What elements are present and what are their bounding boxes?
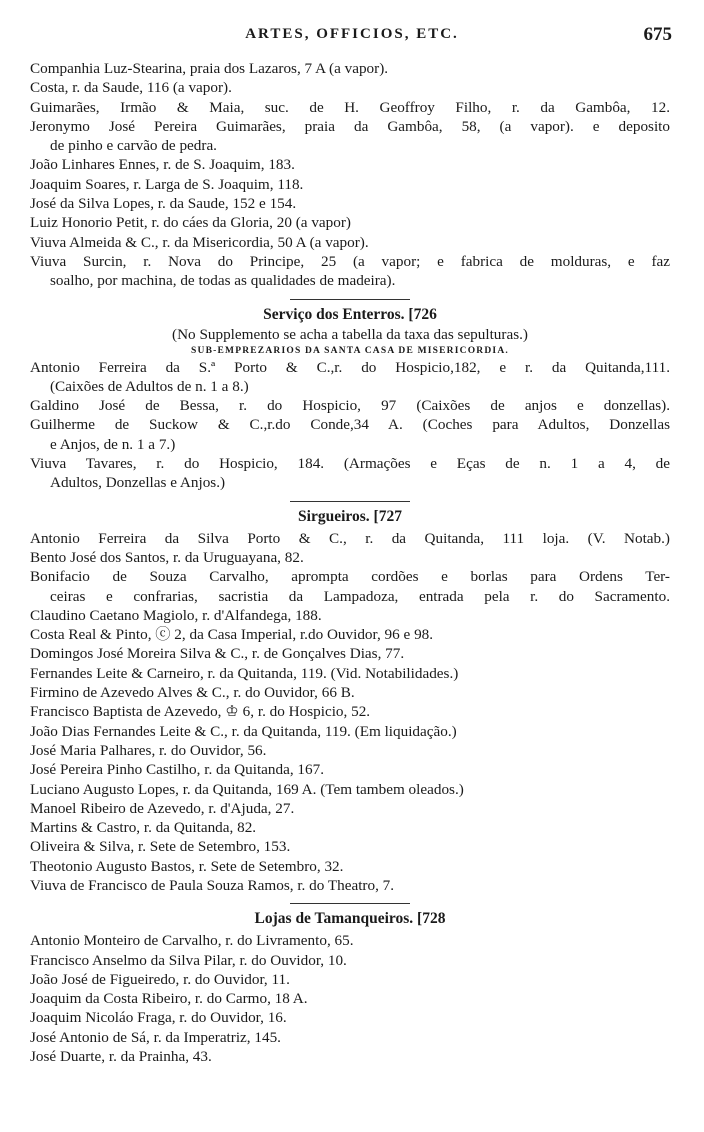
entry-line: Luiz Honorio Petit, r. do cáes da Gloria, 20 (a vapor) — [30, 214, 351, 232]
entry-line: José Maria Palhares, r. do Ouvidor, 56. — [30, 741, 267, 759]
entry-line: Joaquim Soares, r. Larga de S. Joaquim, 118. — [30, 175, 304, 193]
page-body — [30, 59, 670, 1066]
entry-line: José Antonio de Sá, r. da Imperatriz, 145. — [30, 1028, 281, 1046]
entry-line: Galdino José de Bessa, r. do Hospicio, 97 (Caixões de anjos e donzellas). — [30, 397, 670, 415]
entry-line: Guimarães, Irmão & Maia, suc. de H. Geoffroy Filho, r. da Gambôa, 12. — [30, 98, 670, 116]
entry-line: Antonio Ferreira da S.ª Porto & C.,r. do Hospicio,182, e r. da Quitanda,111. — [30, 358, 670, 376]
entry-line: Joaquim da Costa Ribeiro, r. do Carmo, 18 A. — [30, 990, 308, 1008]
entry-line: João Linhares Ennes, r. de S. Joaquim, 183. — [30, 156, 295, 174]
entry-line: João Dias Fernandes Leite & C., r. da Quitanda, 119. (Em liquidação.) — [30, 722, 457, 740]
section-divider — [290, 903, 410, 904]
entry-line: Firmino de Azevedo Alves & C., r. do Ouvidor, 66 B. — [30, 684, 355, 702]
entry-line: Joaquim Nicoláo Fraga, r. do Ouvidor, 16. — [30, 1009, 287, 1027]
entry-line: Domingos José Moreira Silva & C., r. de Gonçalves Dias, 77. — [30, 645, 405, 663]
entry-line: Oliveira & Silva, r. Sete de Setembro, 153. — [30, 838, 291, 856]
entry-line: Fernandes Leite & Carneiro, r. da Quitanda, 119. (Vid. Notabilidades.) — [30, 664, 459, 682]
entry-line: João José de Figueiredo, r. do Ouvidor, 11. — [30, 970, 290, 988]
entry-line: Adultos, Donzellas e Anjos.) — [50, 474, 226, 492]
entry-line: Luciano Augusto Lopes, r. da Quitanda, 169 A. (Tem tambem oleados.) — [30, 780, 464, 798]
section-note: (No Supplemento se acha a tabella da taxa das sepulturas.) — [172, 325, 528, 343]
entry-line: Bento José dos Santos, r. da Uruguayana, 82. — [30, 548, 304, 566]
entry-line: Antonio Monteiro de Carvalho, r. do Livramento, 65. — [30, 932, 354, 950]
entry-line: Francisco Baptista de Azevedo, ♔ 6, r. do Hospicio, 52. — [30, 703, 371, 721]
entry-line: Bonifacio de Souza Carvalho, aprompta cordões e borlas para Ordens Ter- — [30, 568, 670, 586]
entry-line: Costa Real & Pinto, ⓒ 2, da Casa Imperial, r.do Ouvidor, 96 e 98. — [30, 626, 434, 644]
section-heading-tamanqueiros: Lojas de Tamanqueiros. [728 — [254, 910, 446, 928]
section-divider — [290, 299, 410, 300]
entry-line: Companhia Luz-Stearina, praia dos Lazaros, 7 A (a vapor). — [30, 60, 389, 77]
entry-line: Viuva Tavares, r. do Hospicio, 184. (Armações e Eças de n. 1 a 4, de — [30, 455, 670, 473]
entry-line: (Caixões de Adultos de n. 1 a 8.) — [50, 377, 249, 395]
entry-line: Viuva de Francisco de Paula Souza Ramos, r. do Theatro, 7. — [30, 876, 395, 894]
section-heading-sirgueiros: Sirgueiros. [727 — [298, 507, 402, 525]
entry-line: Antonio Ferreira da Silva Porto & C., r. da Quitanda, 111 loja. (V. Notab.) — [30, 529, 670, 547]
entry-line: Guilherme de Suckow & C.,r.do Conde,34 A. (Coches para Adultos, Donzellas — [30, 416, 670, 434]
entry-line: de pinho e carvão de pedra. — [50, 137, 217, 155]
running-head — [0, 26, 704, 50]
section-divider — [290, 501, 410, 502]
entry-line: José da Silva Lopes, r. da Saude, 152 e 154. — [30, 195, 297, 213]
entry-line: José Duarte, r. da Prainha, 43. — [30, 1048, 212, 1066]
entry-line: Manoel Ribeiro de Azevedo, r. d'Ajuda, 27. — [30, 799, 295, 817]
entry-line: e Anjos, de n. 1 a 7.) — [50, 435, 176, 453]
entry-line: Claudino Caetano Magiolo, r. d'Alfandega, 188. — [30, 606, 322, 624]
section-heading-enterros: Serviço dos Enterros. [726 — [263, 305, 437, 323]
entry-line: ceiras e confrarias, sacristia da Lampadoza, entrada pela r. do Sacramento. — [50, 587, 670, 605]
page-number: 675 — [643, 24, 672, 45]
entry-line: Theotonio Augusto Bastos, r. Sete de Setembro, 32. — [30, 857, 344, 875]
entry-line: Martins & Castro, r. da Quitanda, 82. — [30, 819, 257, 837]
entry-line: Francisco Anselmo da Silva Pilar, r. do Ouvidor, 10. — [30, 951, 347, 969]
page-title: ARTES, OFFICIOS, ETC. — [245, 26, 459, 42]
section-subheading: SUB-EMPREZARIOS DA SANTA CASA DE MISERICORDIA. — [191, 345, 509, 356]
entry-line: José Pereira Pinho Castilho, r. da Quitanda, 167. — [30, 761, 325, 779]
entry-line: Costa, r. da Saude, 116 (a vapor). — [30, 79, 232, 97]
entry-line: soalho, por machina, de todas as qualidades de madeira). — [50, 272, 396, 290]
entry-line: Jeronymo José Pereira Guimarães, praia da Gambôa, 58, (a vapor). e deposito — [30, 117, 670, 135]
entry-line: Viuva Surcin, r. Nova do Principe, 25 (a vapor; e fabrica de molduras, e faz — [30, 252, 670, 270]
entry-line: Viuva Almeida & C., r. da Misericordia, 50 A (a vapor). — [30, 233, 369, 251]
